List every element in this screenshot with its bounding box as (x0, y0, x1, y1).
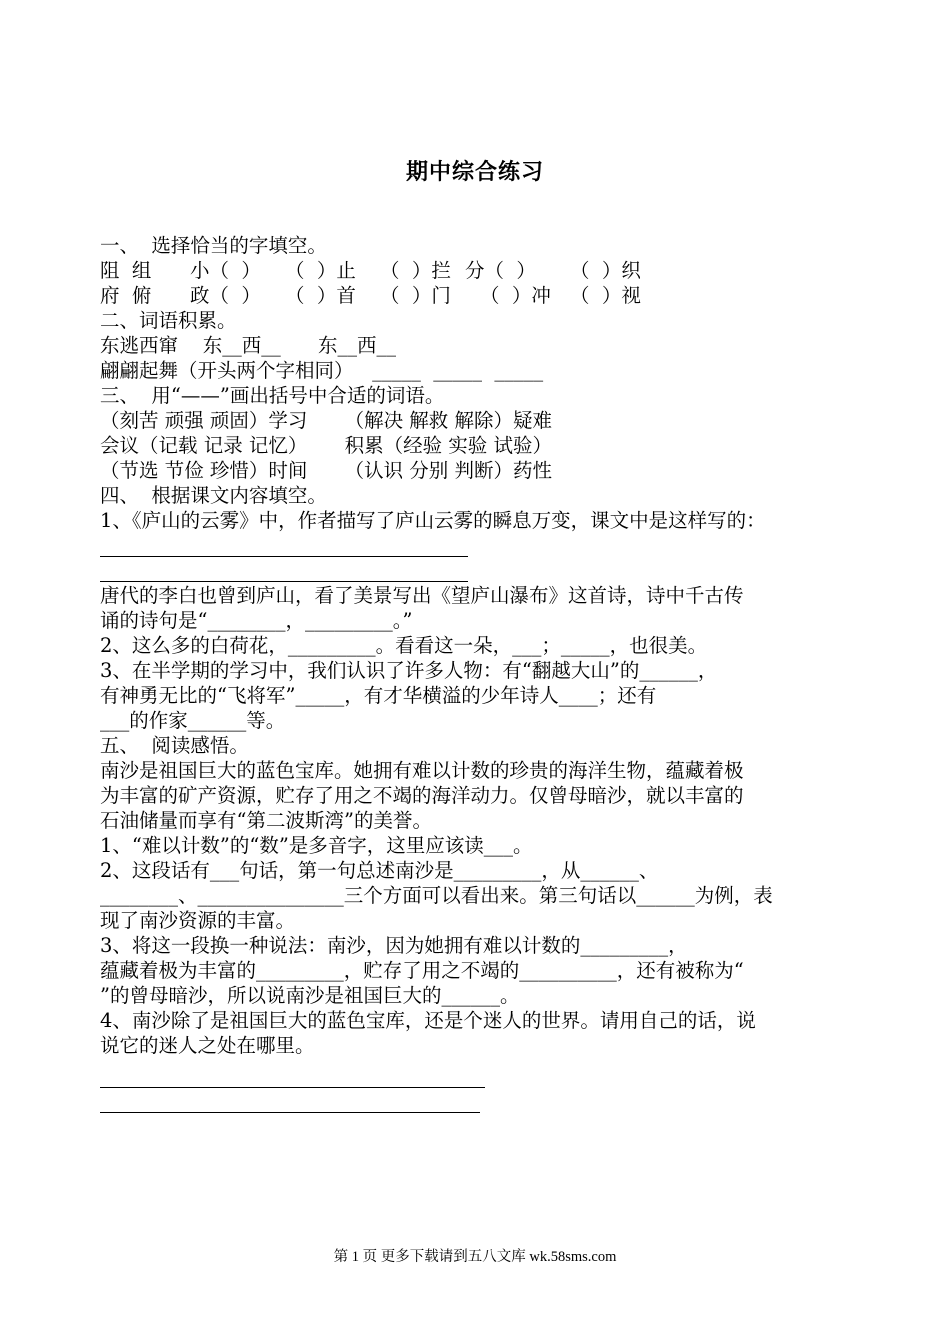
char-choice-row-1 (100, 258, 860, 283)
fill-item: （ ）拦 (380, 259, 451, 282)
section-1-heading: 一、 选择恰当的字填空。 (100, 234, 327, 257)
char-pair: 阻 组 (100, 259, 152, 282)
question-4-3-end: ___的作家______等。 (100, 709, 286, 732)
passage-line: 为丰富的矿产资源，贮存了用之不竭的海洋动力。仅曾母暗沙，就以丰富的 (100, 784, 744, 807)
word-pattern-line-2: 翩翩起舞（开头两个字相同） _____ _____ _____ (100, 359, 544, 382)
answer-rule (100, 1087, 485, 1088)
passage-line: 石油储量而享有“第二波斯湾”的美誉。 (100, 809, 432, 832)
question-4-1: 1、《庐山的云雾》中，作者描写了庐山云雾的瞬息万变，课文中是这样写的： (100, 509, 766, 532)
fill-item: （ ）门 (380, 284, 451, 307)
spacer (100, 1058, 860, 1083)
question-5-3-end: ”的曾母暗沙，所以说南沙是祖国巨大的______。 (100, 984, 520, 1007)
answer-line (100, 558, 860, 583)
question-4-3: 3、在半学期的学习中，我们认识了许多人物：有“翻越大山”的______， (100, 659, 718, 682)
answer-line (100, 533, 860, 558)
answer-rule (100, 1112, 480, 1113)
fill-item: （ ）织 (570, 259, 641, 282)
question-5-3: 3、将这一段换一种说法：南沙，因为她拥有难以计数的_________， (100, 934, 688, 957)
question-5-2-cont: ________、_______________三个方面可以看出来。第三句话以______为例，表 (100, 884, 773, 907)
word-choice-line-1: （刻苦 顽强 顽固）学习 （解决 解救 解除）疑难 (100, 409, 552, 432)
fill-item: （ ）止 (285, 259, 356, 282)
question-5-3-cont: 蕴藏着极为丰富的_________，贮存了用之不竭的__________，还有被称为“ (100, 959, 744, 982)
fill-item: （ ）首 (285, 284, 356, 307)
char-pair: 府 俯 (100, 284, 152, 307)
passage-line: 南沙是祖国巨大的蓝色宝库。她拥有难以计数的珍贵的海洋生物，蕴藏着极 (100, 759, 744, 782)
section-4-heading: 四、 根据课文内容填空。 (100, 484, 327, 507)
worksheet-body (100, 233, 860, 1133)
question-5-4-cont: 说它的迷人之处在哪里。 (100, 1034, 315, 1057)
fill-item: 分（ ） (465, 259, 536, 282)
fill-item: 小（ ） (190, 259, 261, 282)
question-4-1-poem: 诵的诗句是“________，_________。” (100, 609, 413, 632)
word-choice-line-2: 会议（记载 记录 记忆） 积累（经验 实验 试验） (100, 434, 552, 457)
question-5-1: 1、“难以计数”的“数”是多音字，这里应该读___。 (100, 834, 533, 857)
section-2-heading: 二、词语积累。 (100, 309, 237, 332)
fill-item: （ ）冲 (480, 284, 551, 307)
char-choice-row-2 (100, 283, 860, 308)
word-pattern-line-1: 东逃西窜 东__西__ 东__西__ (100, 334, 396, 357)
fill-item: 政（ ） (190, 284, 261, 307)
answer-line (100, 1083, 860, 1108)
section-3-heading: 三、 用“——”画出括号中合适的词语。 (100, 384, 445, 407)
question-4-3-cont: 有神勇无比的“飞将军”_____，有才华横溢的少年诗人____；还有 (100, 684, 657, 707)
fill-item: （ ）视 (570, 284, 641, 307)
answer-rule (100, 581, 468, 582)
section-5-heading: 五、 阅读感悟。 (100, 734, 249, 757)
page-footer: 第 1 页 更多下载请到五八文库 wk.58sms.com (333, 1249, 617, 1265)
question-5-2: 2、这段话有___句话，第一句总述南沙是_________，从______、 (100, 859, 659, 882)
question-5-4: 4、南沙除了是祖国巨大的蓝色宝库，还是个迷人的世界。请用自己的话，说 (100, 1009, 756, 1032)
word-choice-line-3: （节选 节俭 珍惜）时间 （认识 分别 判断）药性 (100, 459, 552, 482)
question-4-1-cont: 唐代的李白也曾到庐山，看了美景写出《望庐山瀑布》这首诗，诗中千古传 (100, 584, 744, 607)
answer-rule (100, 556, 468, 557)
question-4-2: 2、这么多的白荷花，_________。看看这一朵，___；_____，也很美。 (100, 634, 708, 657)
question-5-2-end: 现了南沙资源的丰富。 (100, 909, 296, 932)
page-title: 期中综合练习 (405, 160, 544, 185)
answer-line (100, 1108, 860, 1133)
